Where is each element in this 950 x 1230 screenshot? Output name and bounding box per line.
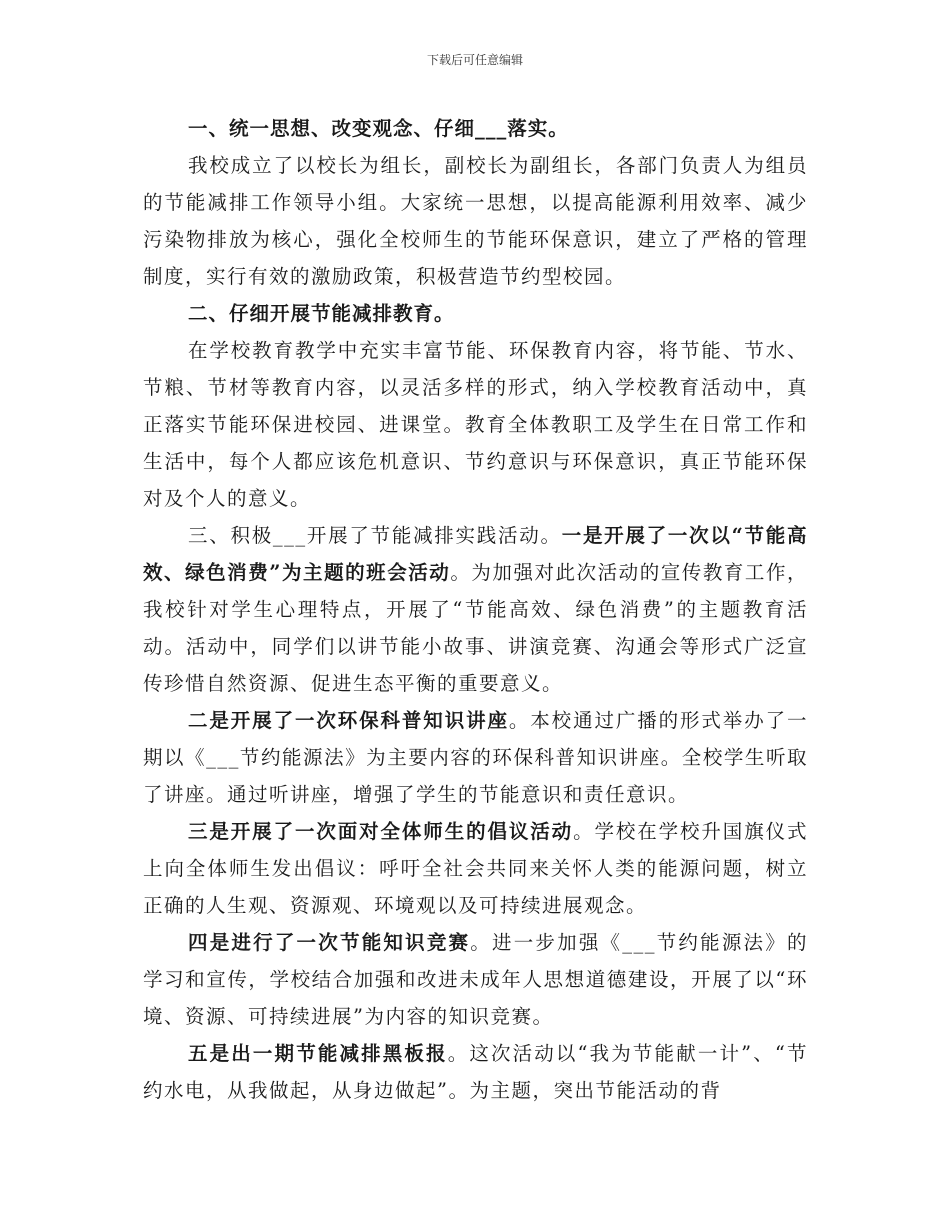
section-2-heading: 二、仔细开展节能减排教育。	[188, 302, 455, 325]
section-2-paragraph: 在学校教育教学中充实丰富节能、环保教育内容，将节能、节水、节粮、节材等教育内容，以灵活多样的形式，纳入学校教育活动中，真正落实节能环保进校园、进课堂。教育全体教职工及学生在日常工作和生活中，每个人都应该危机意识、节约意识与环保意识，真正节能环保对及个人的意义。	[143, 339, 808, 510]
section-1-heading: 一、统一思想、改变观念、仔细___落实。	[188, 117, 569, 140]
activity-3-text: 。学校在学校升国旗仪式上向全体师生发出倡议：呼吁全社会共同来关怀人类的能源问题，树立正确的人生观、资源观、环境观以及可持续进展观念。	[143, 820, 808, 917]
activity-paragraph-2	[143, 702, 808, 813]
activity-2-text: 。本校通过广播的形式举办了一期以《___节约能源法》为主要内容的环保科普知识讲座。全校学生听取了讲座。通过听讲座，增强了学生的节能意识和责任意识。	[143, 709, 808, 806]
section-3-heading: 三、积极___开展了节能减排实践活动。	[188, 524, 562, 547]
activity-2-lead: 二是开展了一次环保科普知识讲座	[188, 709, 509, 732]
page-header-note: 下载后可任意编辑	[426, 53, 523, 67]
activity-paragraph-3	[143, 813, 808, 924]
activity-5-lead: 五是出一期节能减排黑板报	[188, 1042, 448, 1065]
activity-4-text: 。进一步加强《___节约能源法》的学习和宣传，学校结合加强和改进未成年人思想道德建设，开展了以“环境、资源、可持续进展”为内容的知识竞赛。	[143, 931, 808, 1028]
document-body	[143, 110, 808, 1109]
activity-4-lead: 四是进行了一次节能知识竞赛	[188, 931, 471, 954]
activity-3-lead: 三是开展了一次面对全体师生的倡议活动	[188, 820, 574, 843]
activity-1-lead: 一是开展了一次以“节能高效、绿色消费”为主题的班会活动	[143, 524, 808, 584]
activity-5-text: 。这次活动以“我为节能献一计”、“节约水电，从我做起，从身边做起”。为主题，突出节能活动的背	[143, 1042, 808, 1102]
section-1-paragraph: 我校成立了以校长为组长，副校长为副组长，各部门负责人为组员的节能减排工作领导小组。大家统一思想，以提高能源利用效率、减少污染物排放为核心，强化全校师生的节能环保意识，建立了严格的管理制度，实行有效的激励政策，积极营造节约型校园。	[143, 154, 808, 288]
activity-paragraph-4	[143, 924, 808, 1035]
activity-1-text: 。为加强对此次活动的宣传教育工作，我校针对学生心理特点，开展了“节能高效、绿色消费”的主题教育活动。活动中，同学们以讲节能小故事、讲演竞赛、沟通会等形式广泛宣传珍惜自然资源、促进生态平衡的重要意义。	[143, 561, 808, 695]
activity-paragraph-5	[143, 1035, 808, 1109]
activity-paragraph-1	[143, 517, 808, 702]
